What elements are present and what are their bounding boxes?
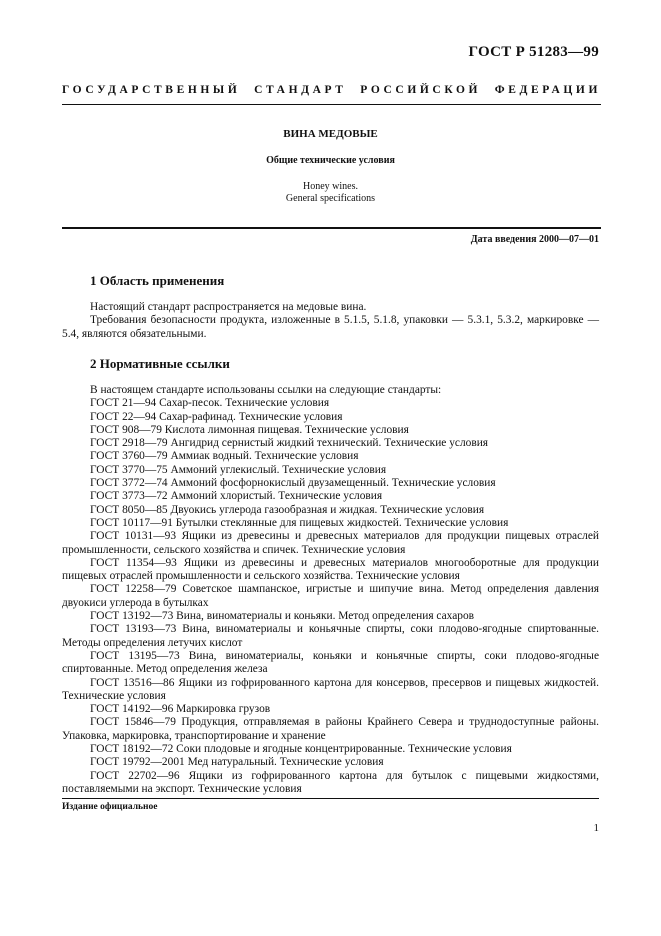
reference-item: ГОСТ 13516—86 Ящики из гофрированного картона для консервов, пресервов и пищевых жидкостей. Технические условия <box>62 676 599 702</box>
reference-item: ГОСТ 22702—96 Ящики из гофрированного картона для бутылок с пищевыми жидкостями, поставляемыми на экспорт. Технические условия <box>62 769 599 795</box>
reference-item: ГОСТ 13193—73 Вина, виноматериалы и коньячные спирты, соки плодово-ягодные спиртованные. Методы определения летучих кислот <box>62 623 599 649</box>
reference-item: ГОСТ 13192—73 Вина, виноматериалы и коньяки. Метод определения сахаров <box>90 610 475 623</box>
title-divider <box>62 227 601 229</box>
introduction-date: Дата введения 2000—07—01 <box>470 234 599 245</box>
reference-item: ГОСТ 15846—79 Продукция, отправляемая в районы Крайнего Севера и труднодоступные районы. Упаковка, маркировка, транспортирование и хранение <box>62 716 599 742</box>
section-1-heading: 1 Область применения <box>90 273 225 288</box>
reference-item: ГОСТ 10131—93 Ящики из древесины и древесных материалов для продукции пищевых отраслей промышленности, сельского хозяйства и спичек. Технические условия <box>62 530 599 556</box>
reference-item: ГОСТ 21—94 Сахар-песок. Технические условия <box>90 397 330 410</box>
document-subtitle: Общие технические условия <box>266 155 395 166</box>
reference-item: ГОСТ 18192—72 Соки плодовые и ягодные концентрированные. Технические условия <box>90 743 512 756</box>
state-standard-header: ГОСУДАРСТВЕННЫЙ СТАНДАРТ РОССИЙСКОЙ ФЕДЕРАЦИИ <box>62 84 601 96</box>
section-1-body <box>62 301 599 341</box>
section-1-paragraph-1: Настоящий стандарт распространяется на медовые вина. <box>90 301 367 313</box>
section-2-intro: В настоящем стандарте использованы ссылки на следующие стандарты: <box>90 384 442 396</box>
document-title: ВИНА МЕДОВЫЕ <box>283 128 378 140</box>
reference-item: ГОСТ 14192—96 Маркировка грузов <box>90 703 271 716</box>
section-2-heading: 2 Нормативные ссылки <box>90 356 230 371</box>
reference-item: ГОСТ 22—94 Сахар-рафинад. Технические условия <box>90 410 343 423</box>
reference-item: ГОСТ 3773—72 Аммоний хлористый. Технические условия <box>90 490 383 503</box>
reference-item: ГОСТ 3760—79 Аммиак водный. Технические условия <box>90 450 359 463</box>
reference-item: ГОСТ 3772—74 Аммоний фосфорнокислый двузамещенный. Технические условия <box>90 477 496 490</box>
reference-item: ГОСТ 13195—73 Вина, виноматериалы, коньяки и коньячные спирты, соки плодово-ягодные спиртованные. Метод определения железа <box>62 649 599 676</box>
english-title-line-1: Honey wines. <box>303 181 358 192</box>
english-title-line-2: General specifications <box>285 193 376 204</box>
english-title <box>0 181 661 205</box>
footer-divider <box>62 798 599 799</box>
page-number: 1 <box>593 822 599 834</box>
document-code: ГОСТ Р 51283—99 <box>468 44 599 60</box>
official-edition-note: Издание официальное <box>62 802 158 812</box>
section-2-body <box>62 384 599 796</box>
reference-item: ГОСТ 19792—2001 Мед натуральный. Технические условия <box>90 756 384 769</box>
header-divider <box>62 104 601 105</box>
section-1-paragraph-2: Требования безопасности продукта, изложенные в 5.1.5, 5.1.8, упаковки — 5.3.1, 5.3.2, маркировке — 5.4, являются обязательными. <box>62 314 599 340</box>
reference-item: ГОСТ 11354—93 Ящики из древесины и древесных материалов многооборотные для продукции пищевых отраслей промышленности и сельского хозяйства. Технические условия <box>62 556 599 583</box>
reference-item: ГОСТ 8050—85 Двуокись углерода газообразная и жидкая. Технические условия <box>90 503 485 516</box>
normative-references-list <box>62 397 599 796</box>
reference-item: ГОСТ 3770—75 Аммоний углекислый. Технические условия <box>90 463 387 476</box>
reference-item: ГОСТ 908—79 Кислота лимонная пищевая. Технические условия <box>90 423 409 436</box>
reference-item: ГОСТ 10117—91 Бутылки стеклянные для пищевых жидкостей. Технические условия <box>90 516 509 529</box>
reference-item: ГОСТ 2918—79 Ангидрид сернистый жидкий технический. Технические условия <box>90 437 489 450</box>
reference-item: ГОСТ 12258—79 Советское шампанское, игристые и шипучие вина. Метод определения давления двуокиси углерода в бутылках <box>62 583 599 609</box>
